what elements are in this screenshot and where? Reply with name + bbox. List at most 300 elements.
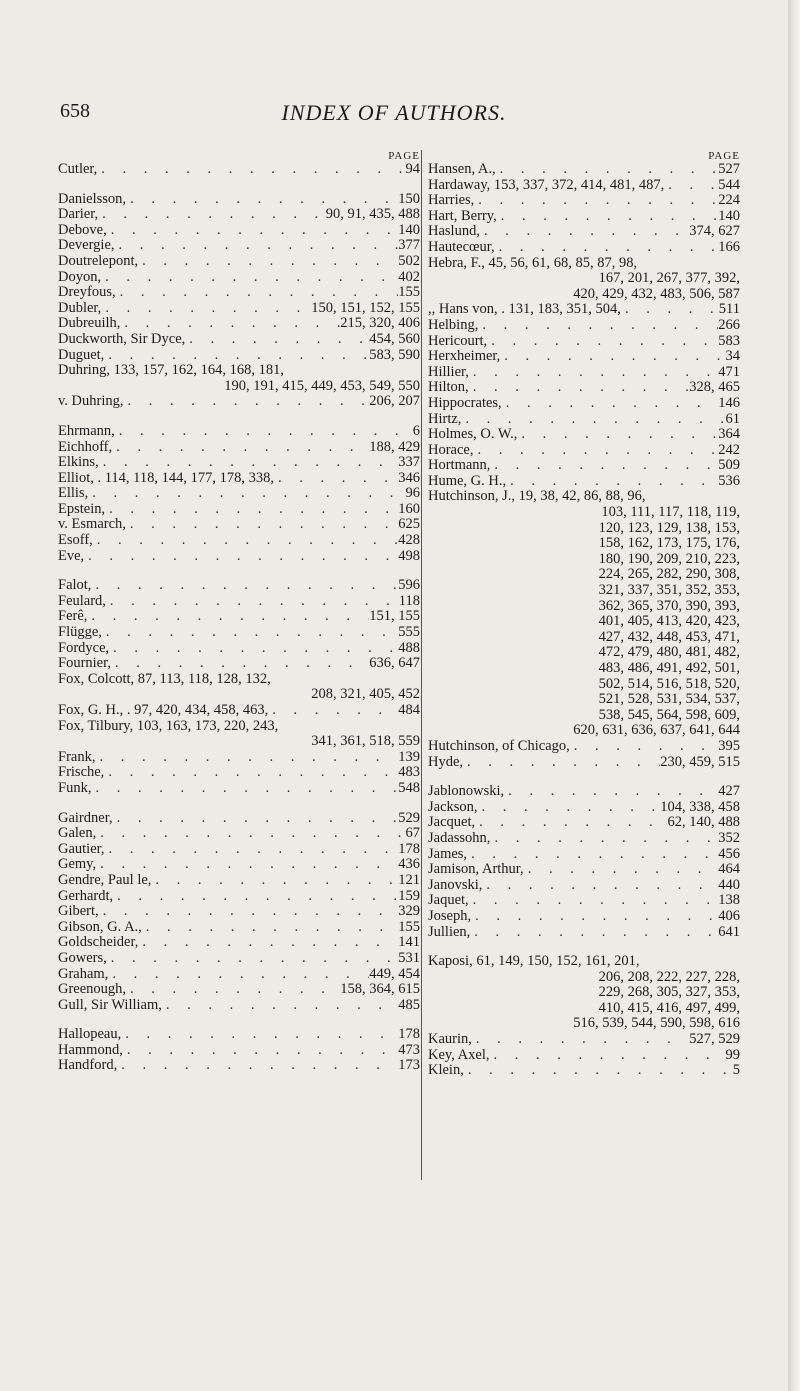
page-refs: 34 xyxy=(725,348,740,365)
author-name: Greenough, xyxy=(58,981,127,998)
index-entry xyxy=(428,815,740,831)
group-spacer xyxy=(58,797,420,811)
page-refs: 5 xyxy=(732,1062,740,1079)
page-refs-continued: 620, 631, 636, 637, 641, 644 xyxy=(573,722,740,739)
page-refs-continued: 190, 191, 415, 449, 453, 549, 550 xyxy=(224,377,420,394)
index-entry xyxy=(428,739,740,755)
page-refs: 158, 364, 615 xyxy=(340,981,420,998)
index-entry xyxy=(58,192,420,208)
index-entry xyxy=(428,349,740,365)
index-entry xyxy=(428,847,740,863)
page-refs: 502 xyxy=(398,252,420,269)
author-name: Duhring, 133, 157, 162, 164, 168, 181, xyxy=(58,362,284,379)
index-entry xyxy=(428,209,740,225)
page-refs: 548 xyxy=(398,779,420,796)
author-name: Eichhoff, xyxy=(58,438,113,455)
page-refs: 509 xyxy=(718,457,740,474)
leader-dots xyxy=(105,502,398,518)
group-spacer xyxy=(58,178,420,192)
author-name: Holmes, O. W., xyxy=(428,426,518,443)
page-refs: 488 xyxy=(398,639,420,656)
page-refs: 436 xyxy=(398,856,420,873)
author-name: Gerhardt, xyxy=(58,887,114,904)
index-entry xyxy=(58,238,420,254)
leader-dots xyxy=(106,594,399,610)
running-title: INDEX OF AUTHORS. xyxy=(281,100,507,125)
page-refs: 498 xyxy=(398,547,420,564)
page-refs: 140 xyxy=(718,207,740,224)
author-name: Herxheimer, xyxy=(428,348,501,365)
page-refs-continued: 401, 405, 413, 420, 423, xyxy=(598,613,740,630)
index-entry xyxy=(428,862,740,878)
page-refs: 555 xyxy=(398,624,420,641)
page-refs: 178 xyxy=(398,840,420,857)
page-edge xyxy=(788,0,800,1391)
author-name: v. Duhring, xyxy=(58,393,124,410)
leader-dots xyxy=(490,458,718,474)
leader-dots xyxy=(461,412,725,428)
page-refs: 641 xyxy=(718,923,740,940)
index-entry xyxy=(58,394,420,410)
index-entry xyxy=(428,240,740,256)
author-name: Hautecœur, xyxy=(428,238,495,255)
index-entry xyxy=(58,207,420,223)
leader-dots xyxy=(496,162,719,178)
leader-dots xyxy=(142,920,398,936)
index-entry xyxy=(58,889,420,905)
author-name: James, xyxy=(428,845,468,862)
index-entry xyxy=(58,750,420,766)
leader-dots xyxy=(469,380,690,396)
page-refs: 544 xyxy=(718,176,740,193)
page-refs: 364 xyxy=(718,426,740,443)
author-name: Horace, xyxy=(428,441,474,458)
leader-dots xyxy=(97,162,405,178)
index-entry xyxy=(58,935,420,951)
author-name: Flügge, xyxy=(58,624,102,641)
index-entry xyxy=(58,967,420,983)
page-refs: 328, 465 xyxy=(689,379,740,396)
group-spacer xyxy=(58,410,420,424)
author-name: Duguet, xyxy=(58,346,105,363)
index-entry xyxy=(428,458,740,474)
leader-dots xyxy=(93,533,398,549)
author-name: Janovski, xyxy=(428,876,483,893)
leader-dots xyxy=(469,893,719,909)
page-refs: 449, 454 xyxy=(369,965,420,982)
author-name: Hippocrates, xyxy=(428,394,502,411)
author-name: Jamison, Arthur, xyxy=(428,861,524,878)
page-refs: 90, 91, 435, 488 xyxy=(325,206,420,223)
leader-dots xyxy=(495,240,719,256)
leader-dots xyxy=(621,302,719,318)
leader-dots xyxy=(151,873,398,889)
author-name: Gairdner, xyxy=(58,809,113,826)
page-refs: 511 xyxy=(718,301,740,318)
leader-dots xyxy=(91,578,398,594)
leader-dots xyxy=(473,443,718,459)
page-refs: 625 xyxy=(398,516,420,533)
column-divider xyxy=(421,150,422,1180)
index-entry xyxy=(428,443,740,459)
index-entry xyxy=(58,517,420,533)
group-spacer xyxy=(428,940,740,954)
page-refs: 531 xyxy=(398,949,420,966)
leader-dots xyxy=(517,427,718,443)
index-entry xyxy=(428,784,740,800)
leader-dots xyxy=(467,847,718,863)
author-name: Haslund, xyxy=(428,223,480,240)
author-name: Gendre, Paul le, xyxy=(58,871,152,888)
author-name: Dreyfous, xyxy=(58,284,116,301)
page-refs: 139 xyxy=(398,748,420,765)
leader-dots xyxy=(109,641,398,657)
page-refs-continued: 427, 432, 448, 453, 471, xyxy=(598,628,740,645)
page-number: 658 xyxy=(60,100,90,122)
index-entry xyxy=(58,455,420,471)
page-refs: 471 xyxy=(718,363,740,380)
page-refs: 456 xyxy=(718,845,740,862)
leader-dots xyxy=(472,1032,689,1048)
page-refs: 173 xyxy=(398,1057,420,1074)
author-name: Fox, G. H., . 97, 420, 434, 458, 463, xyxy=(58,702,269,718)
page-refs-continued: 502, 514, 516, 518, 520, xyxy=(598,675,740,692)
page-refs-continued: 362, 365, 370, 390, 393, xyxy=(598,597,740,614)
author-name: Hyde, xyxy=(428,753,464,770)
index-entry xyxy=(428,412,740,428)
index-entry xyxy=(428,162,740,178)
page-refs-continued: 420, 429, 432, 483, 506, 587 xyxy=(573,285,740,302)
author-name: Epstein, xyxy=(58,500,106,517)
page-refs: 67 xyxy=(405,825,420,842)
leader-dots xyxy=(98,207,326,223)
page-refs: 94 xyxy=(405,161,420,177)
author-name: Doyon, xyxy=(58,268,102,285)
leader-dots xyxy=(115,238,399,254)
author-name: Ellis, xyxy=(58,485,89,502)
leader-dots xyxy=(126,192,398,208)
index-entry xyxy=(58,842,420,858)
page-refs: 485 xyxy=(398,996,420,1013)
page-refs: 428 xyxy=(398,532,420,549)
leader-dots xyxy=(469,365,718,381)
page-refs: 266 xyxy=(718,316,740,333)
leader-dots xyxy=(482,878,718,894)
index-entry xyxy=(58,348,420,364)
leader-dots xyxy=(471,909,718,925)
author-name: Debove, xyxy=(58,221,107,238)
leader-dots xyxy=(524,862,719,878)
page-refs: 155 xyxy=(398,918,420,935)
index-entry xyxy=(428,334,740,350)
page-refs: 178 xyxy=(398,1026,420,1043)
page-refs: 99 xyxy=(725,1046,740,1063)
index-entry xyxy=(428,396,740,412)
page-refs: 329 xyxy=(398,903,420,920)
author-name: Jaquet, xyxy=(428,892,469,909)
author-name: Hume, G. H., xyxy=(428,472,507,489)
author-name: Hortmann, xyxy=(428,457,491,474)
leader-dots xyxy=(117,1058,398,1074)
index-entry xyxy=(428,427,740,443)
leader-dots xyxy=(84,549,398,565)
index-entry xyxy=(428,365,740,381)
page-refs: 206, 207 xyxy=(369,393,420,410)
leader-dots xyxy=(107,223,399,239)
index-entry xyxy=(428,1032,740,1048)
leader-dots xyxy=(112,440,369,456)
index-entry xyxy=(58,332,420,348)
author-name: Feulard, xyxy=(58,592,106,609)
page-refs: 352 xyxy=(718,829,740,846)
author-name: Darier, xyxy=(58,206,99,223)
leader-dots xyxy=(102,625,398,641)
entry-list-right xyxy=(428,162,740,1079)
index-entry xyxy=(58,904,420,920)
index-entry xyxy=(428,1048,740,1064)
leader-dots xyxy=(487,334,718,350)
author-name: Jablonowski, xyxy=(428,783,505,800)
author-name: Fox, Colcott, 87, 113, 118, 128, 132, xyxy=(58,670,271,687)
leader-dots xyxy=(99,904,399,920)
author-name: Danielsson, xyxy=(58,190,127,207)
page-refs: 395 xyxy=(718,737,740,754)
leader-dots xyxy=(489,1048,725,1064)
index-entry xyxy=(58,641,420,657)
author-name: Devergie, xyxy=(58,237,115,254)
leader-dots xyxy=(502,396,719,412)
author-name: Gautier, xyxy=(58,840,105,857)
leader-dots xyxy=(123,1043,398,1059)
author-name: Kaposi, 61, 149, 150, 152, 161, 201, xyxy=(428,953,640,970)
author-name: Ferê, xyxy=(58,608,88,625)
author-name: Dubler, xyxy=(58,299,102,316)
leader-dots xyxy=(105,842,399,858)
leader-dots xyxy=(111,656,369,672)
index-entry xyxy=(58,533,420,549)
page-refs: 166 xyxy=(718,238,740,255)
author-name: Gibson, G. A., xyxy=(58,918,142,935)
author-name: ,, Hans von, . 131, 183, 351, 504, xyxy=(428,301,621,318)
page-refs-continued: 158, 162, 173, 175, 176, xyxy=(598,535,740,552)
author-name: v. Esmarch, xyxy=(58,516,126,533)
index-entry xyxy=(428,800,740,816)
author-name: Falot, xyxy=(58,577,92,594)
author-name: Hallopeau, xyxy=(58,1026,122,1043)
leader-dots xyxy=(104,348,369,364)
index-column-left xyxy=(58,150,420,1074)
author-name: Esoff, xyxy=(58,532,93,549)
author-name: Galen, xyxy=(58,825,97,842)
author-name: Helbing, xyxy=(428,316,479,333)
index-entry xyxy=(58,285,420,301)
author-name: Cutler, xyxy=(58,161,98,177)
index-entry xyxy=(58,594,420,610)
page-refs: 374, 627 xyxy=(689,223,740,240)
page-refs-continued: 229, 268, 305, 327, 353, xyxy=(598,984,740,1001)
page-refs: 440 xyxy=(718,876,740,893)
page-refs: 596 xyxy=(398,577,420,594)
index-entry xyxy=(428,302,740,318)
page-refs: 230, 459, 515 xyxy=(660,753,740,770)
author-name: Hilton, xyxy=(428,379,469,396)
author-name: Elkins, xyxy=(58,454,99,471)
index-entry xyxy=(58,719,420,750)
index-entry xyxy=(428,224,740,240)
author-name: Hansen, A., xyxy=(428,161,496,177)
leader-dots xyxy=(474,193,718,209)
leader-dots xyxy=(274,471,398,487)
leader-dots xyxy=(126,982,340,998)
leader-dots xyxy=(464,1063,733,1079)
author-name: Kaurin, xyxy=(428,1031,472,1048)
page-refs: 527, 529 xyxy=(689,1031,740,1048)
author-name: Gowers, xyxy=(58,949,107,966)
page-refs-continued: 167, 201, 267, 377, 392, xyxy=(598,270,740,287)
author-name: Elliot, . 114, 118, 144, 177, 178, 338, xyxy=(58,469,275,486)
page-refs-continued: 321, 337, 351, 352, 353, xyxy=(598,582,740,599)
page-refs: 104, 338, 458 xyxy=(660,798,740,815)
author-name: Gull, Sir William, xyxy=(58,996,162,1013)
index-entry xyxy=(58,1043,420,1059)
page-refs: 483 xyxy=(398,764,420,781)
page-refs: 160 xyxy=(398,500,420,517)
leader-dots xyxy=(113,889,398,905)
index-entry xyxy=(428,256,740,303)
index-entry xyxy=(58,672,420,703)
page-refs: 118 xyxy=(398,592,420,609)
page-refs-continued: 120, 123, 129, 138, 153, xyxy=(598,519,740,536)
author-name: Doutrelepont, xyxy=(58,252,139,269)
page-refs: 427 xyxy=(718,783,740,800)
index-entry xyxy=(428,831,740,847)
leader-dots xyxy=(506,474,718,490)
index-entry xyxy=(58,424,420,440)
author-name: Key, Axel, xyxy=(428,1046,490,1063)
index-entry xyxy=(58,826,420,842)
page-refs: 377 xyxy=(398,237,420,254)
author-name: Goldscheider, xyxy=(58,934,139,951)
page-refs-continued: 538, 545, 564, 598, 609, xyxy=(598,706,740,723)
author-name: Hebra, F., 45, 56, 61, 68, 85, 87, 98, xyxy=(428,254,638,271)
author-name: Ehrmann, xyxy=(58,422,115,439)
leader-dots xyxy=(108,967,369,983)
leader-dots xyxy=(121,1027,398,1043)
index-entry xyxy=(58,223,420,239)
index-entry xyxy=(428,474,740,490)
page-refs-continued: 521, 528, 531, 534, 537, xyxy=(598,691,740,708)
index-entry xyxy=(428,925,740,941)
page-refs: 473 xyxy=(398,1041,420,1058)
index-entry xyxy=(58,254,420,270)
author-name: Handford, xyxy=(58,1057,118,1074)
page-refs: 242 xyxy=(718,441,740,458)
leader-dots xyxy=(463,755,660,771)
leader-dots xyxy=(101,270,398,286)
leader-dots xyxy=(478,800,661,816)
page-refs: 151, 155 xyxy=(369,608,420,625)
index-entry xyxy=(58,549,420,565)
index-entry xyxy=(58,440,420,456)
leader-dots xyxy=(126,517,398,533)
leader-dots xyxy=(664,178,718,194)
index-entry xyxy=(58,162,420,178)
page-refs-continued: 180, 190, 209, 210, 223, xyxy=(598,550,740,567)
leader-dots xyxy=(504,784,718,800)
leader-dots xyxy=(490,831,718,847)
leader-dots xyxy=(88,486,405,502)
leader-dots xyxy=(115,424,413,440)
index-entry xyxy=(428,954,740,1032)
index-entry xyxy=(58,471,420,487)
leader-dots xyxy=(96,826,405,842)
page-column-label: PAGE xyxy=(708,150,740,162)
leader-dots xyxy=(101,301,311,317)
index-entry xyxy=(58,609,420,625)
index-entry xyxy=(428,318,740,334)
page-refs: 484 xyxy=(398,702,420,718)
leader-dots xyxy=(480,224,689,240)
index-entry xyxy=(58,578,420,594)
leader-dots xyxy=(478,318,718,334)
entry-list-left xyxy=(58,162,420,1074)
index-entry xyxy=(428,1063,740,1079)
leader-dots xyxy=(185,332,369,348)
page-refs-continued: 208, 321, 405, 452 xyxy=(311,686,420,703)
author-name: Fordyce, xyxy=(58,639,110,656)
leader-dots xyxy=(91,781,398,797)
index-entry xyxy=(428,909,740,925)
leader-dots xyxy=(570,739,718,755)
page-refs-continued: 103, 111, 117, 118, 119, xyxy=(601,504,740,521)
page-refs: 337 xyxy=(398,454,420,471)
leader-dots xyxy=(268,703,398,719)
author-name: Jullien, xyxy=(428,923,471,940)
page-column-label: PAGE xyxy=(388,150,420,162)
author-name: Fox, Tilbury, 103, 163, 173, 220, 243, xyxy=(58,717,279,734)
page-refs: 583, 590 xyxy=(369,346,420,363)
index-entry xyxy=(58,1058,420,1074)
page-refs: 140 xyxy=(398,221,420,238)
group-spacer xyxy=(58,564,420,578)
author-name: Fournier, xyxy=(58,655,111,672)
page-refs: 62, 140, 488 xyxy=(667,814,740,831)
page-refs: 224 xyxy=(718,192,740,209)
author-name: Funk, xyxy=(58,779,92,796)
page-refs: 150 xyxy=(398,190,420,207)
page-refs: 6 xyxy=(412,422,420,439)
page-refs: 536 xyxy=(718,472,740,489)
author-name: Hericourt, xyxy=(428,332,488,349)
author-name: Jacquet, xyxy=(428,814,476,831)
leader-dots xyxy=(99,455,399,471)
author-name: Jadassohn, xyxy=(428,829,491,846)
index-entry xyxy=(58,811,420,827)
index-entry xyxy=(428,193,740,209)
leader-dots xyxy=(500,349,725,365)
index-entry xyxy=(58,301,420,317)
leader-dots xyxy=(138,935,398,951)
leader-dots xyxy=(107,951,399,967)
page-refs: 188, 429 xyxy=(369,438,420,455)
page-refs-continued: 483, 486, 491, 492, 501, xyxy=(598,660,740,676)
page-refs-continued: 516, 539, 544, 590, 598, 616 xyxy=(573,1015,740,1032)
page-refs-continued: 341, 361, 518, 559 xyxy=(311,733,420,750)
author-name: Frische, xyxy=(58,764,105,781)
index-entry xyxy=(428,755,740,771)
leader-dots xyxy=(475,815,667,831)
author-name: Hutchinson, of Chicago, xyxy=(428,737,570,754)
